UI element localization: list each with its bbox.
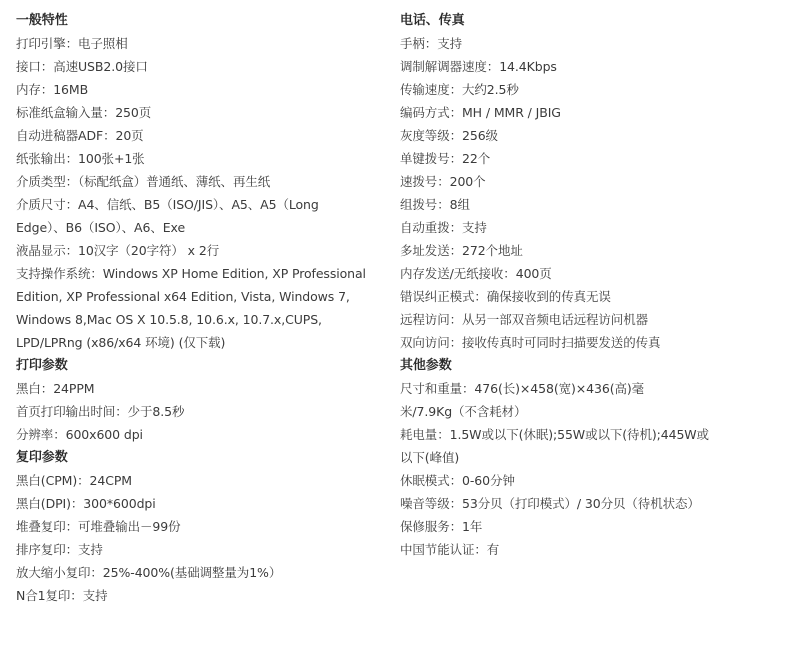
spec-line: 排序复印：支持 — [16, 542, 103, 557]
print-section — [16, 354, 386, 446]
spec-line: 米/7.9Kg（不含耗材） — [400, 404, 527, 419]
spec-line: Edition, XP Professional x64 Edition, Vista, Windows 7, — [16, 289, 350, 304]
spec-line: 灰度等级：256级 — [400, 128, 498, 143]
spec-line: 标准纸盒输入量：250页 — [16, 105, 152, 120]
spec-line: 组拨号：8组 — [400, 197, 470, 212]
spec-line: 耗电量：1.5W或以下(休眠);55W或以下(待机);445W或 — [400, 427, 709, 442]
spec-line: 黑白(DPI)：300*600dpi — [16, 496, 156, 511]
spec-line: 首页打印输出时间：少于8.5秒 — [16, 404, 185, 419]
spec-line: 休眠模式：0-60分钟 — [400, 473, 515, 488]
spec-line: 分辨率：600x600 dpi — [16, 427, 143, 442]
spec-line: 纸张输出：100张+1张 — [16, 151, 145, 166]
section-heading: 其他参数 — [400, 358, 452, 373]
spec-line: 以下(峰值) — [400, 450, 460, 465]
spec-line: 速拨号：200个 — [400, 174, 486, 189]
spec-line: 噪音等级：53分贝（打印模式）/ 30分贝（待机状态） — [400, 496, 700, 511]
phone-fax-section — [400, 9, 792, 354]
section-heading: 打印参数 — [16, 358, 68, 373]
spec-line: 介质类型：（标配纸盒）普通纸、薄纸、再生纸 — [16, 174, 271, 189]
spec-line: 打印引擎：电子照相 — [16, 36, 128, 51]
right-column — [400, 9, 792, 561]
spec-line: 接口：高速USB2.0接口 — [16, 59, 148, 74]
spec-line: 内存发送/无纸接收：400页 — [400, 266, 552, 281]
spec-line: 单键拨号：22个 — [400, 151, 491, 166]
spec-line: Edge）、B6（ISO）、A6、Exe — [16, 220, 186, 235]
section-heading: 复印参数 — [16, 450, 68, 465]
spec-line: 介质尺寸：A4、信纸、B5（ISO/JIS）、A5、A5（Long — [16, 197, 319, 212]
other-section — [400, 354, 792, 561]
spec-line: LPD/LPRng (x86/x64 环境) (仅下载) — [16, 335, 226, 350]
spec-line: 尺寸和重量：476(长)×458(宽)×436(高)毫 — [400, 381, 645, 396]
spec-line: 液晶显示：10汉字（20字符） x 2行 — [16, 243, 220, 258]
spec-line: 自动重拨：支持 — [400, 220, 487, 235]
spec-line: 错误纠正模式：确保接收到的传真无误 — [400, 289, 611, 304]
spec-line: 编码方式：MH / MMR / JBIG — [400, 105, 561, 120]
spec-line: 自动进稿器ADF：20页 — [16, 128, 144, 143]
spec-line: 多址发送：272个地址 — [400, 243, 523, 258]
spec-line: 手柄：支持 — [400, 36, 463, 51]
spec-line: N合1复印：支持 — [16, 588, 108, 603]
spec-line: 中国节能认证：有 — [400, 542, 500, 557]
left-column — [16, 9, 386, 607]
general-section — [16, 9, 386, 354]
spec-line: 双向访问：接收传真时可同时扫描要发送的传真 — [400, 335, 661, 350]
spec-line: 内存：16MB — [16, 82, 89, 97]
spec-line: 黑白(CPM)：24CPM — [16, 473, 132, 488]
section-heading: 一般特性 — [16, 13, 68, 28]
spec-line: 放大缩小复印：25%-400%(基础调整量为1%） — [16, 565, 282, 580]
spec-line: 堆叠复印：可堆叠输出－99份 — [16, 519, 181, 534]
spec-line: 支持操作系统：Windows XP Home Edition, XP Professional — [16, 266, 366, 281]
spec-line: 保修服务：1年 — [400, 519, 483, 534]
copy-section — [16, 446, 386, 607]
section-heading: 电话、传真 — [400, 13, 465, 28]
spec-line: 传输速度：大约2.5秒 — [400, 82, 519, 97]
spec-line: 调制解调器速度：14.4Kbps — [400, 59, 557, 74]
spec-line: Windows 8,Mac OS X 10.5.8, 10.6.x, 10.7.x,CUPS, — [16, 312, 322, 327]
spec-line: 黑白：24PPM — [16, 381, 95, 396]
spec-line: 远程访问：从另一部双音频电话远程访问机器 — [400, 312, 649, 327]
